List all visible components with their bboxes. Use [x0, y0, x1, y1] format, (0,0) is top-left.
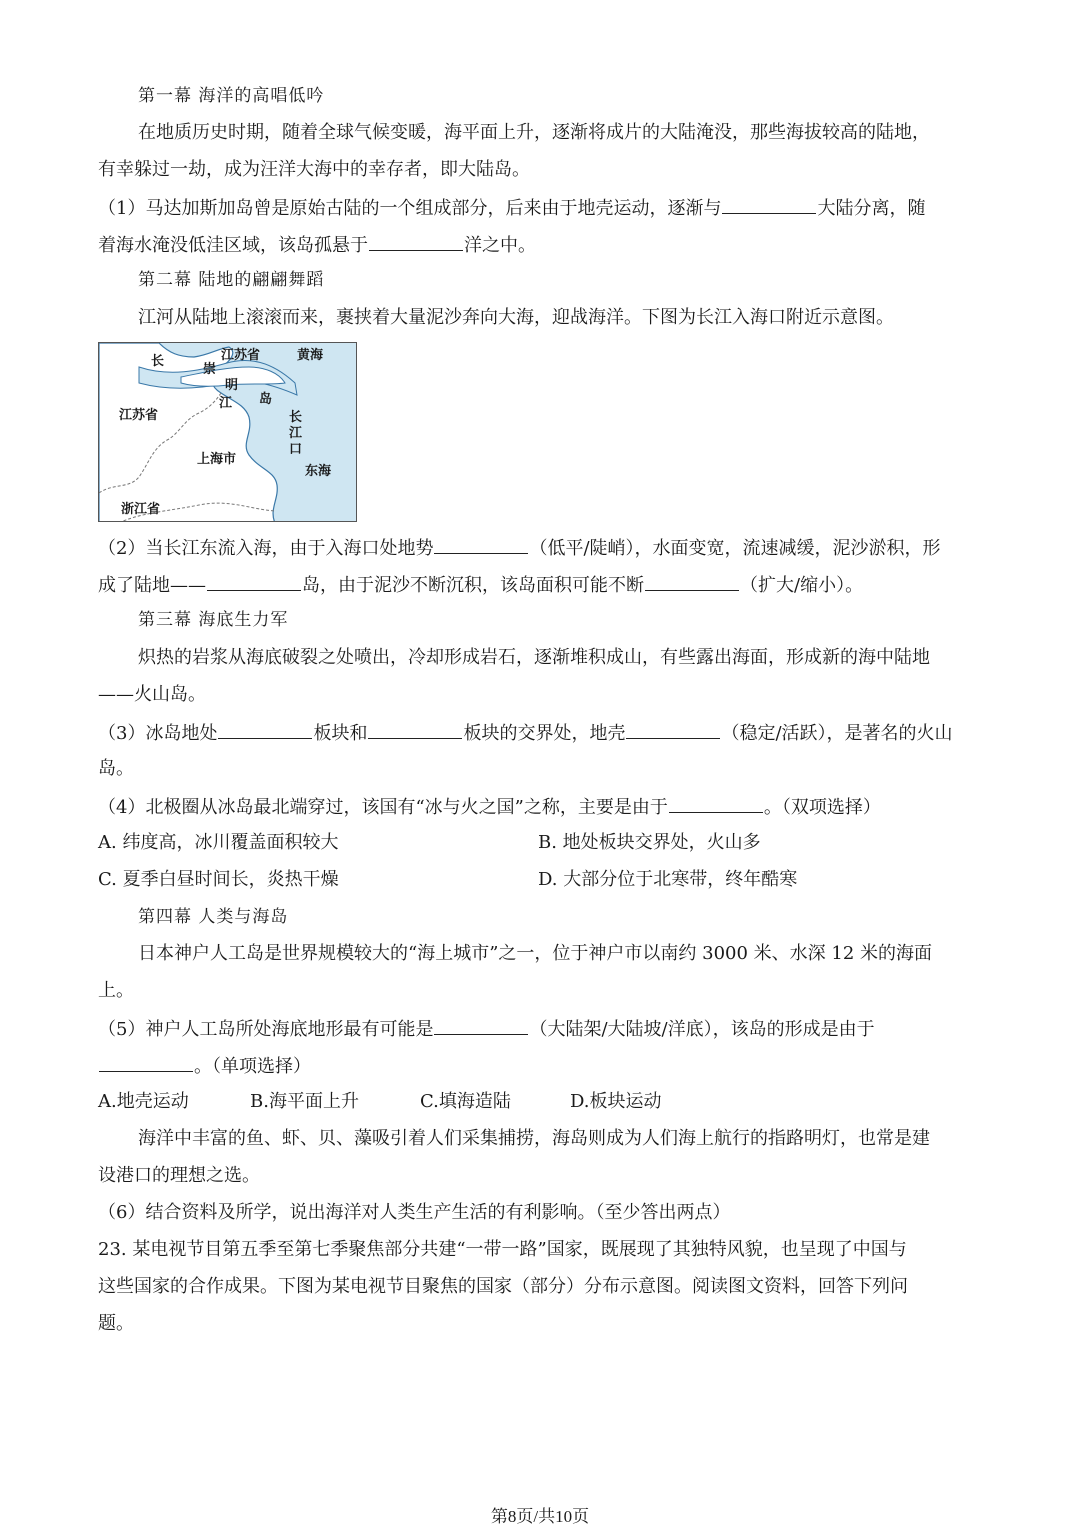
- map-label-estuary-2: 江: [289, 426, 303, 441]
- q5-option-c[interactable]: C.填海造陆: [420, 1091, 511, 1112]
- q3-text-a: （3）冰岛地处: [98, 723, 218, 744]
- answer-blank-q4[interactable]: [669, 794, 763, 813]
- act4-intro2-line2: 设港口的理想之选。: [98, 1165, 260, 1186]
- q1-text-b: 大陆分离，随: [817, 198, 926, 219]
- act2-title: 第二幕 陆地的翩翩舞蹈: [138, 270, 325, 290]
- question-1-line2: [98, 232, 988, 258]
- answer-blank-q3-crust[interactable]: [626, 720, 720, 739]
- question-1-line1: [98, 195, 988, 221]
- map-label-estuary-1: 长: [289, 410, 303, 425]
- answer-blank-q2-island[interactable]: [207, 572, 301, 591]
- act1-intro-line2: 有幸躲过一劫，成为汪洋大海中的幸存者，即大陆岛。: [98, 159, 530, 180]
- act3-intro-line1: 炽热的岩浆从海底破裂之处喷出，冷却形成岩石，逐渐堆积成山，有些露出海面，形成新的海中陆地: [138, 647, 930, 668]
- answer-blank-q3-plate2[interactable]: [368, 720, 462, 739]
- question-4-options-row1: [98, 831, 988, 855]
- q4-option-d[interactable]: D. 大部分位于北寒带，终年酷寒: [538, 869, 798, 890]
- answer-blank-q5-landform[interactable]: [434, 1016, 528, 1035]
- q4-option-a[interactable]: A. 纬度高，冰川覆盖面积较大: [98, 832, 339, 853]
- question-5-line1: [98, 1016, 988, 1042]
- q3-text-b: 板块和: [313, 723, 368, 744]
- act1-title: 第一幕 海洋的高唱低吟: [138, 86, 325, 106]
- q2-text-e: （扩大/缩小）。: [740, 575, 864, 596]
- act4-intro-line2: 上。: [98, 980, 134, 1001]
- act3-title: 第三幕 海底生力军: [138, 610, 289, 630]
- q4-option-b[interactable]: B. 地处板块交界处，火山多: [538, 832, 761, 853]
- q5-option-b[interactable]: B.海平面上升: [250, 1091, 359, 1112]
- q2-text-b: （低平/陡峭），水面变宽，流速减缓，泥沙淤积，形: [529, 538, 941, 559]
- q1-text-d: 洋之中。: [464, 235, 536, 256]
- answer-blank-q1-continent[interactable]: [722, 195, 816, 214]
- q3-text-d: （稳定/活跃），是著名的火山: [721, 723, 953, 744]
- q5-text-a: （5）神户人工岛所处海底地形最有可能是: [98, 1019, 434, 1040]
- q5-option-a[interactable]: A.地壳运动: [98, 1091, 189, 1112]
- answer-blank-q2-terrain[interactable]: [434, 535, 528, 554]
- question-23-line1: 23. 某电视节目第五季至第七季聚焦部分共建“一带一路”国家，既展现了其独特风貌，也呈现了中国与: [98, 1239, 907, 1260]
- question-23-line3: 题。: [98, 1313, 134, 1334]
- map-label-dao: 岛: [259, 392, 273, 407]
- act2-intro: 江河从陆地上滚滚而来，裹挟着大量泥沙奔向大海，迎战海洋。下图为长江入海口附近示意图。: [138, 307, 894, 328]
- q2-text-a: （2）当长江东流入海，由于入海口处地势: [98, 538, 434, 559]
- q4-text-b: 。（双项选择）: [763, 797, 881, 818]
- page-number: 第8页/共10页: [490, 1507, 590, 1526]
- act3-intro-line2: ——火山岛。: [98, 684, 206, 705]
- q2-text-d: 岛，由于泥沙不断沉积，该岛面积可能不断: [302, 575, 644, 596]
- question-23-line2: 这些国家的合作成果。下图为某电视节目聚焦的国家（部分）分布示意图。阅读图文资料，回答下列问: [98, 1276, 908, 1297]
- map-label-estuary-3: 口: [289, 442, 303, 457]
- q5-option-d[interactable]: D.板块运动: [570, 1091, 662, 1112]
- act4-title: 第四幕 人类与海岛: [138, 907, 289, 927]
- q2-text-c: 成了陆地——: [98, 575, 206, 596]
- question-2-line2: [98, 572, 988, 598]
- act4-intro-line1: 日本神户人工岛是世界规模较大的“海上城市”之一，位于神户市以南约 3000 米、水深 12 米的海面: [138, 943, 932, 964]
- answer-blank-q5-reason[interactable]: [99, 1053, 193, 1072]
- map-label-chong: 崇: [203, 362, 217, 377]
- map-label-jiangsu-west: 江苏省: [119, 408, 159, 423]
- map-label-ming: 明: [225, 378, 239, 393]
- question-5-line2: [98, 1053, 988, 1079]
- map-label-yellow-sea: 黄海: [297, 348, 324, 363]
- q5-text-b: （大陆架/大陆坡/洋底），该岛的形成是由于: [529, 1019, 875, 1040]
- answer-blank-q1-ocean[interactable]: [369, 232, 463, 251]
- map-label-chang: 长: [151, 354, 165, 369]
- question-4-options-row2: [98, 868, 988, 892]
- question-2-line1: [98, 535, 988, 561]
- q4-option-c[interactable]: C. 夏季白昼时间长，炎热干燥: [98, 869, 339, 890]
- map-label-jiangsu-north: 江苏省: [221, 348, 261, 363]
- act4-intro2-line1: 海洋中丰富的鱼、虾、贝、藻吸引着人们采集捕捞，海岛则成为人们海上航行的指路明灯，也常是建: [138, 1128, 930, 1149]
- q1-text-a: （1）马达加斯加岛曾是原始古陆的一个组成部分，后来由于地壳运动，逐渐与: [98, 198, 722, 219]
- map-label-jiang: 江: [219, 396, 233, 411]
- q1-text-c: 着海水淹没低洼区域，该岛孤悬于: [98, 235, 368, 256]
- map-label-east-sea: 东海: [305, 464, 332, 479]
- question-4-stem: [98, 794, 988, 820]
- answer-blank-q3-plate1[interactable]: [218, 720, 312, 739]
- q5-text-c: 。（单项选择）: [194, 1056, 311, 1077]
- q3-text-c: 板块的交界处，地壳: [463, 723, 626, 744]
- question-6: （6）结合资料及所学，说出海洋对人类生产生活的有利影响。（至少答出两点）: [98, 1202, 731, 1223]
- map-label-zhejiang: 浙江省: [121, 502, 161, 517]
- act1-intro-line1: 在地质历史时期，随着全球气候变暖，海平面上升，逐渐将成片的大陆淹没，那些海拔较高的陆地，: [138, 122, 930, 143]
- question-3-line1: [98, 720, 988, 746]
- yangtze-estuary-map: [98, 342, 357, 522]
- q4-text-a: （4）北极圈从冰岛最北端穿过，该国有“冰与火之国”之称，主要是由于: [98, 797, 668, 818]
- answer-blank-q2-area[interactable]: [645, 572, 739, 591]
- map-label-shanghai: 上海市: [197, 452, 237, 467]
- question-3-line2: 岛。: [98, 758, 134, 779]
